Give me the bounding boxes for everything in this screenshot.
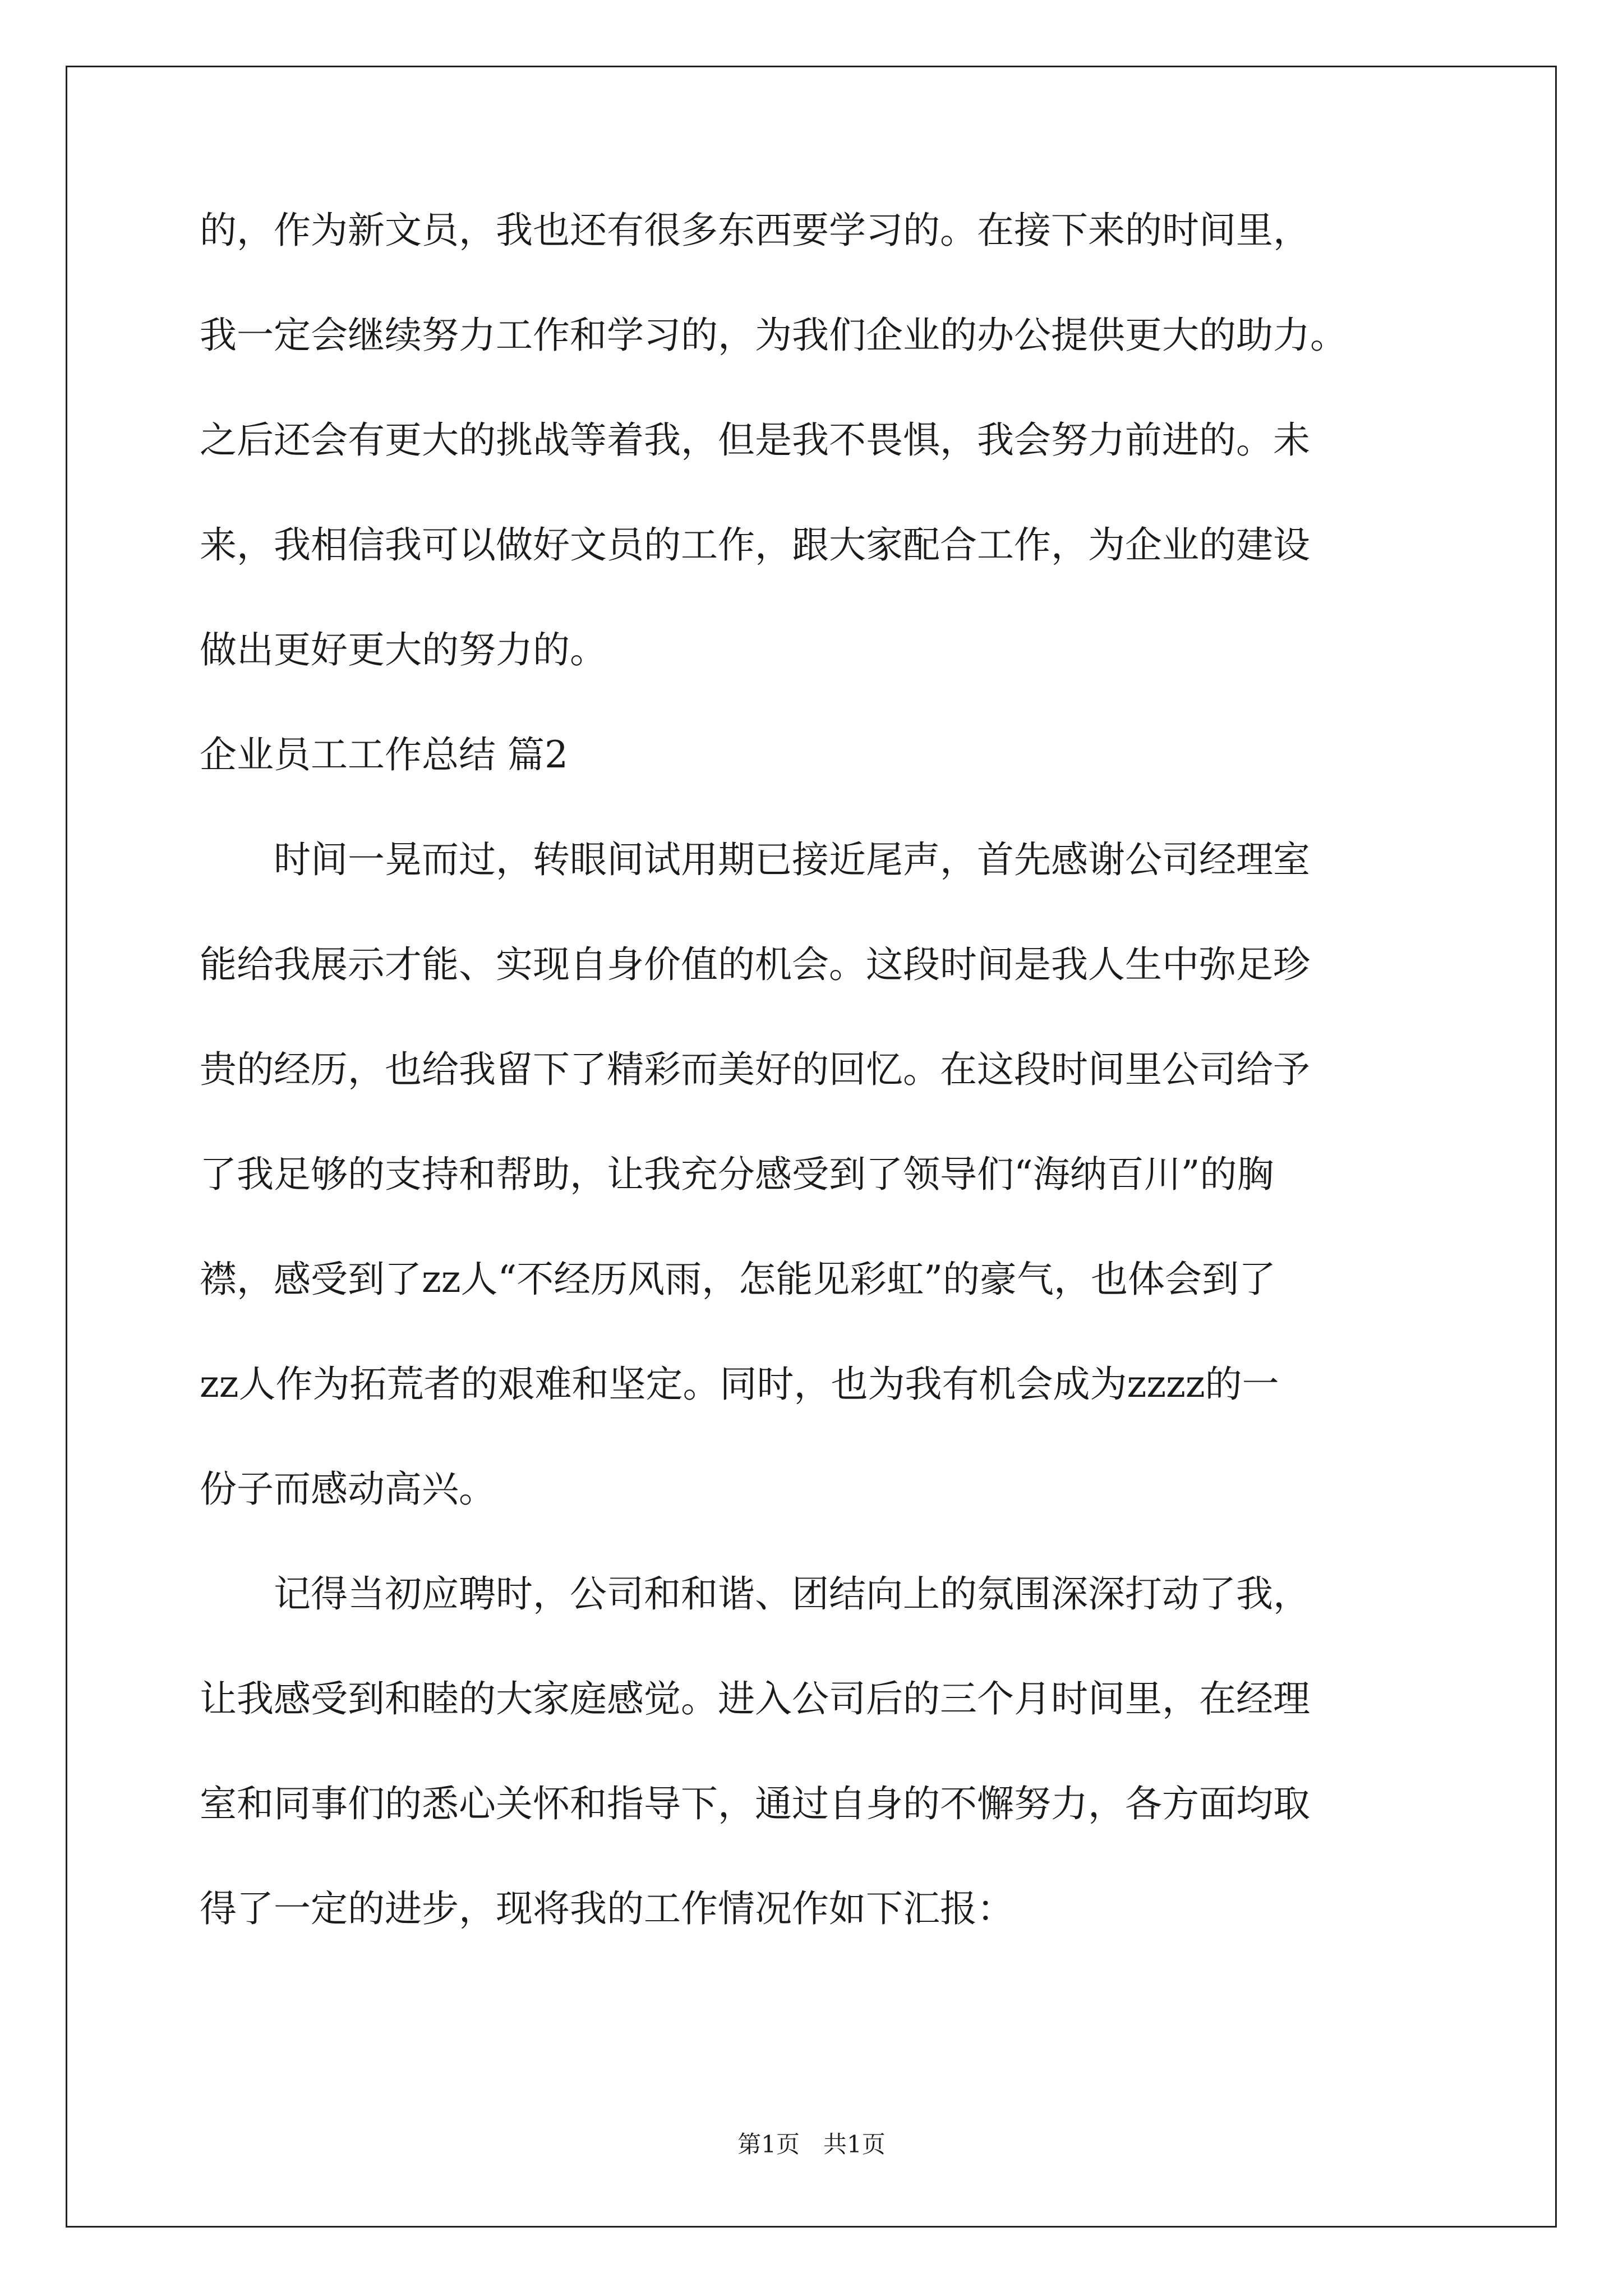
text-line-15: 让我感受到和睦的大家庭感觉。进入公司后的三个月时间里，在经理	[200, 1677, 1310, 1720]
text-line-13: 份子而感动高兴。	[200, 1467, 496, 1511]
section-heading: 企业员工工作总结 篇2	[200, 733, 568, 776]
text-line-1: 的，作为新文员，我也还有很多东西要学习的。在接下来的时间里，	[200, 209, 1310, 252]
page-footer: 第1页 共1页	[737, 2131, 886, 2158]
text-line-5: 做出更好更大的努力的。	[200, 628, 607, 671]
text-line-12: zz人作为拓荒者的艰难和坚定。同时，也为我有机会成为zzzz的一	[200, 1363, 1279, 1406]
text-line-2: 我一定会继续努力工作和学习的，为我们企业的办公提供更大的助力。	[200, 314, 1347, 357]
text-line-9: 贵的经历，也给我留下了精彩而美好的回忆。在这段时间里公司给予	[200, 1048, 1310, 1091]
text-line-11: 襟，感受到了zz人“不经历风雨，怎能见彩虹”的豪气，也体会到了	[200, 1258, 1276, 1301]
text-line-3: 之后还会有更大的挑战等着我，但是我不畏惧，我会努力前进的。未	[200, 418, 1310, 462]
text-line-4: 来，我相信我可以做好文员的工作，跟大家配合工作，为企业的建设	[200, 523, 1310, 567]
text-line-14: 记得当初应聘时，公司和和谐、团结向上的氛围深深打动了我，	[200, 1572, 1310, 1616]
text-line-16: 室和同事们的悉心关怀和指导下，通过自身的不懈努力，各方面均取	[200, 1782, 1310, 1825]
text-line-17: 得了一定的进步，现将我的工作情况作如下汇报：	[200, 1887, 1014, 1930]
text-line-7: 时间一晃而过，转眼间试用期已接近尾声，首先感谢公司经理室	[200, 838, 1310, 881]
text-line-10: 了我足够的支持和帮助，让我充分感受到了领导们“海纳百川”的胸	[200, 1153, 1274, 1196]
document-body	[200, 178, 1450, 1961]
text-line-8: 能给我展示才能、实现自身价值的机会。这段时间是我人生中弥足珍	[200, 943, 1310, 986]
